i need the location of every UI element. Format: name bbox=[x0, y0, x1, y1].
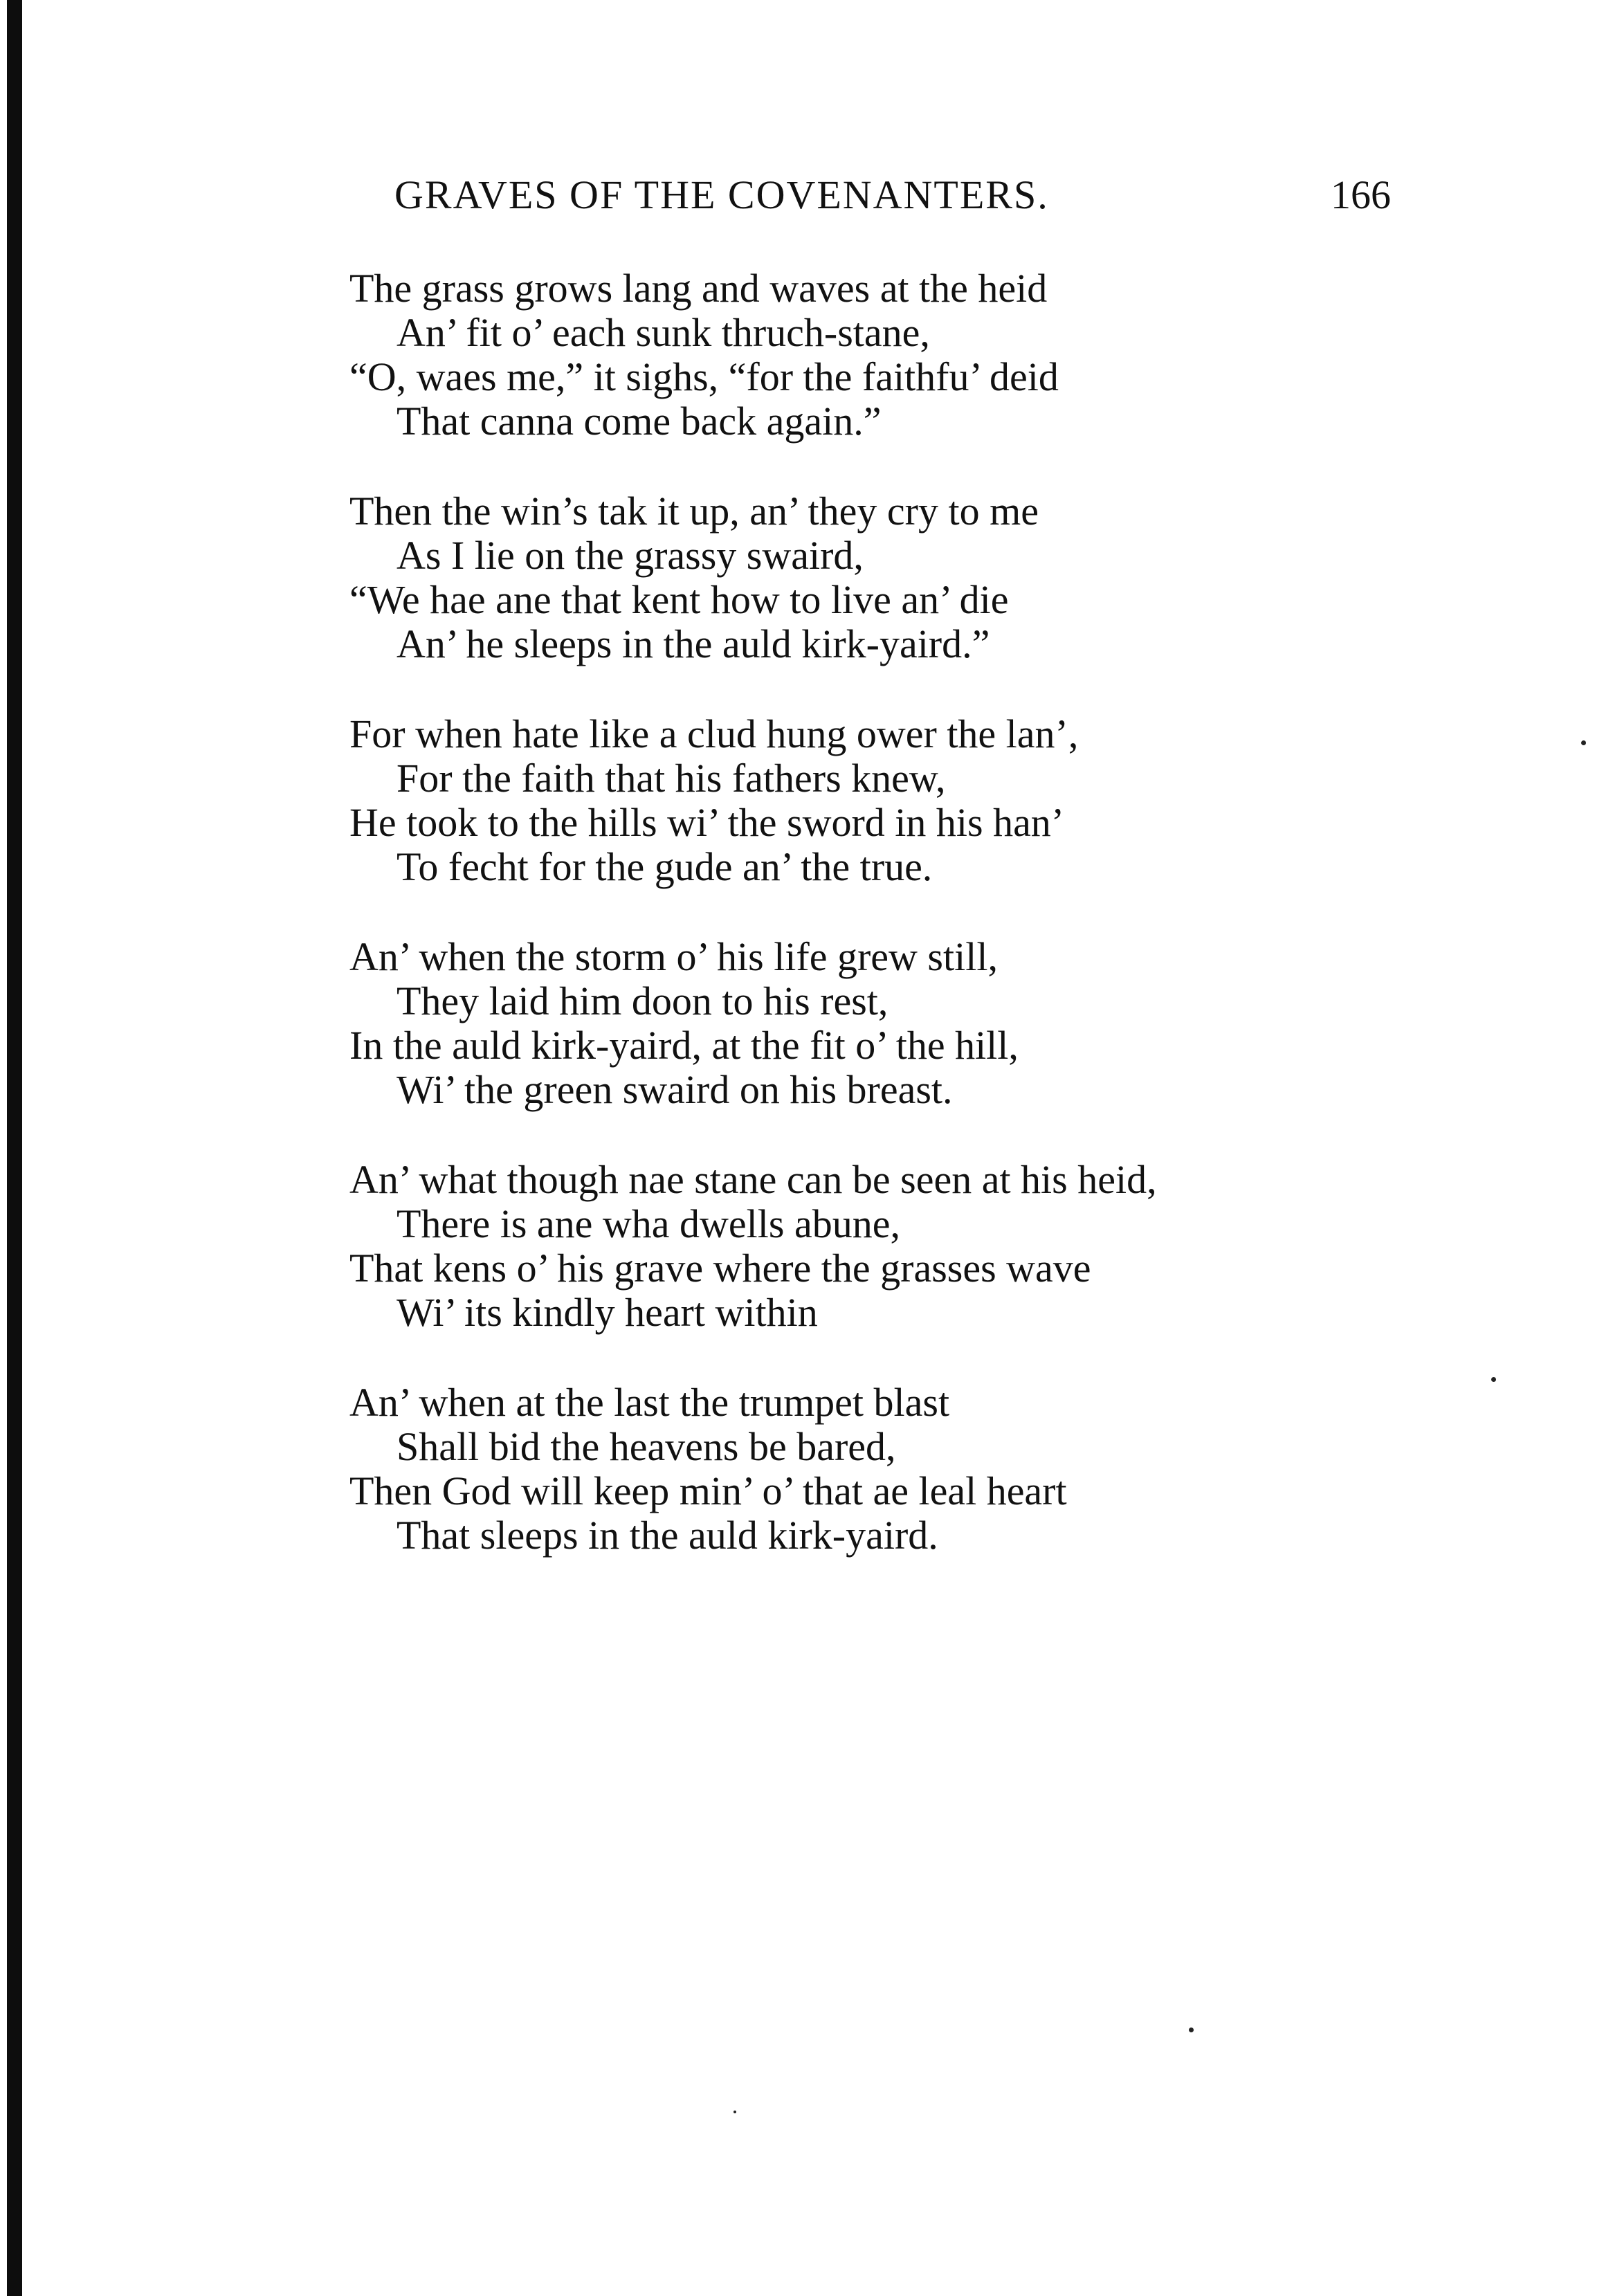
poem-line: There is ane wha dwells abune, bbox=[397, 1201, 900, 1246]
poem-line: An’ when the storm o’ his life grew still, bbox=[349, 934, 998, 979]
poem-line: In the auld kirk-yaird, at the fit o’ the hill, bbox=[349, 1023, 1019, 1068]
poem-line: Wi’ the green swaird on his breast. bbox=[397, 1067, 953, 1112]
print-speck bbox=[733, 2111, 736, 2113]
print-speck bbox=[1189, 2028, 1194, 2032]
poem-line: He took to the hills wi’ the sword in his han’ bbox=[349, 800, 1065, 845]
poem-line: They laid him doon to his rest, bbox=[397, 978, 889, 1023]
poem-line: “We hae ane that kent how to live an’ die bbox=[349, 577, 1009, 622]
poem-line: That kens o’ his grave where the grasses wave bbox=[349, 1246, 1091, 1291]
stanza-6 bbox=[349, 1381, 1429, 1558]
poem-line: Then the win’s tak it up, an’ they cry to me bbox=[349, 489, 1039, 534]
poem-line: Then God will keep min’ o’ that ae leal heart bbox=[349, 1468, 1067, 1513]
page-header bbox=[394, 172, 1391, 234]
poem-line: An’ what though nae stane can be seen at his heid, bbox=[349, 1157, 1157, 1202]
poem-line: To fecht for the gude an’ the true. bbox=[397, 844, 933, 889]
poem bbox=[349, 266, 1429, 1603]
poem-line: An’ he sleeps in the auld kirk-yaird.” bbox=[397, 621, 990, 666]
print-speck bbox=[1581, 740, 1586, 745]
running-title: GRAVES OF THE COVENANTERS. bbox=[394, 172, 1049, 217]
poem-line: That sleeps in the auld kirk-yaird. bbox=[397, 1513, 938, 1558]
poem-line: For when hate like a clud hung ower the lan’, bbox=[349, 711, 1079, 756]
stanza-5 bbox=[349, 1158, 1429, 1335]
poem-line: For the faith that his fathers knew, bbox=[397, 756, 946, 801]
stanza-1 bbox=[349, 266, 1429, 444]
print-speck bbox=[1491, 1377, 1496, 1382]
page-edge-shadow bbox=[7, 0, 22, 2296]
stanza-3 bbox=[349, 712, 1429, 889]
poem-line: That canna come back again.” bbox=[397, 399, 882, 444]
poem-line: An’ fit o’ each sunk thruch-stane, bbox=[397, 310, 930, 355]
poem-line: Shall bid the heavens be bared, bbox=[397, 1424, 896, 1469]
poem-line: The grass grows lang and waves at the heid bbox=[349, 266, 1048, 311]
stanza-2 bbox=[349, 489, 1429, 666]
page-number: 166 bbox=[1331, 172, 1391, 217]
stanza-4 bbox=[349, 935, 1429, 1112]
poem-line: “O, waes me,” it sighs, “for the faithfu’ deid bbox=[349, 354, 1059, 399]
poem-line: Wi’ its kindly heart within bbox=[397, 1290, 818, 1335]
poem-line: An’ when at the last the trumpet blast bbox=[349, 1380, 950, 1425]
poem-line: As I lie on the grassy swaird, bbox=[397, 533, 864, 578]
